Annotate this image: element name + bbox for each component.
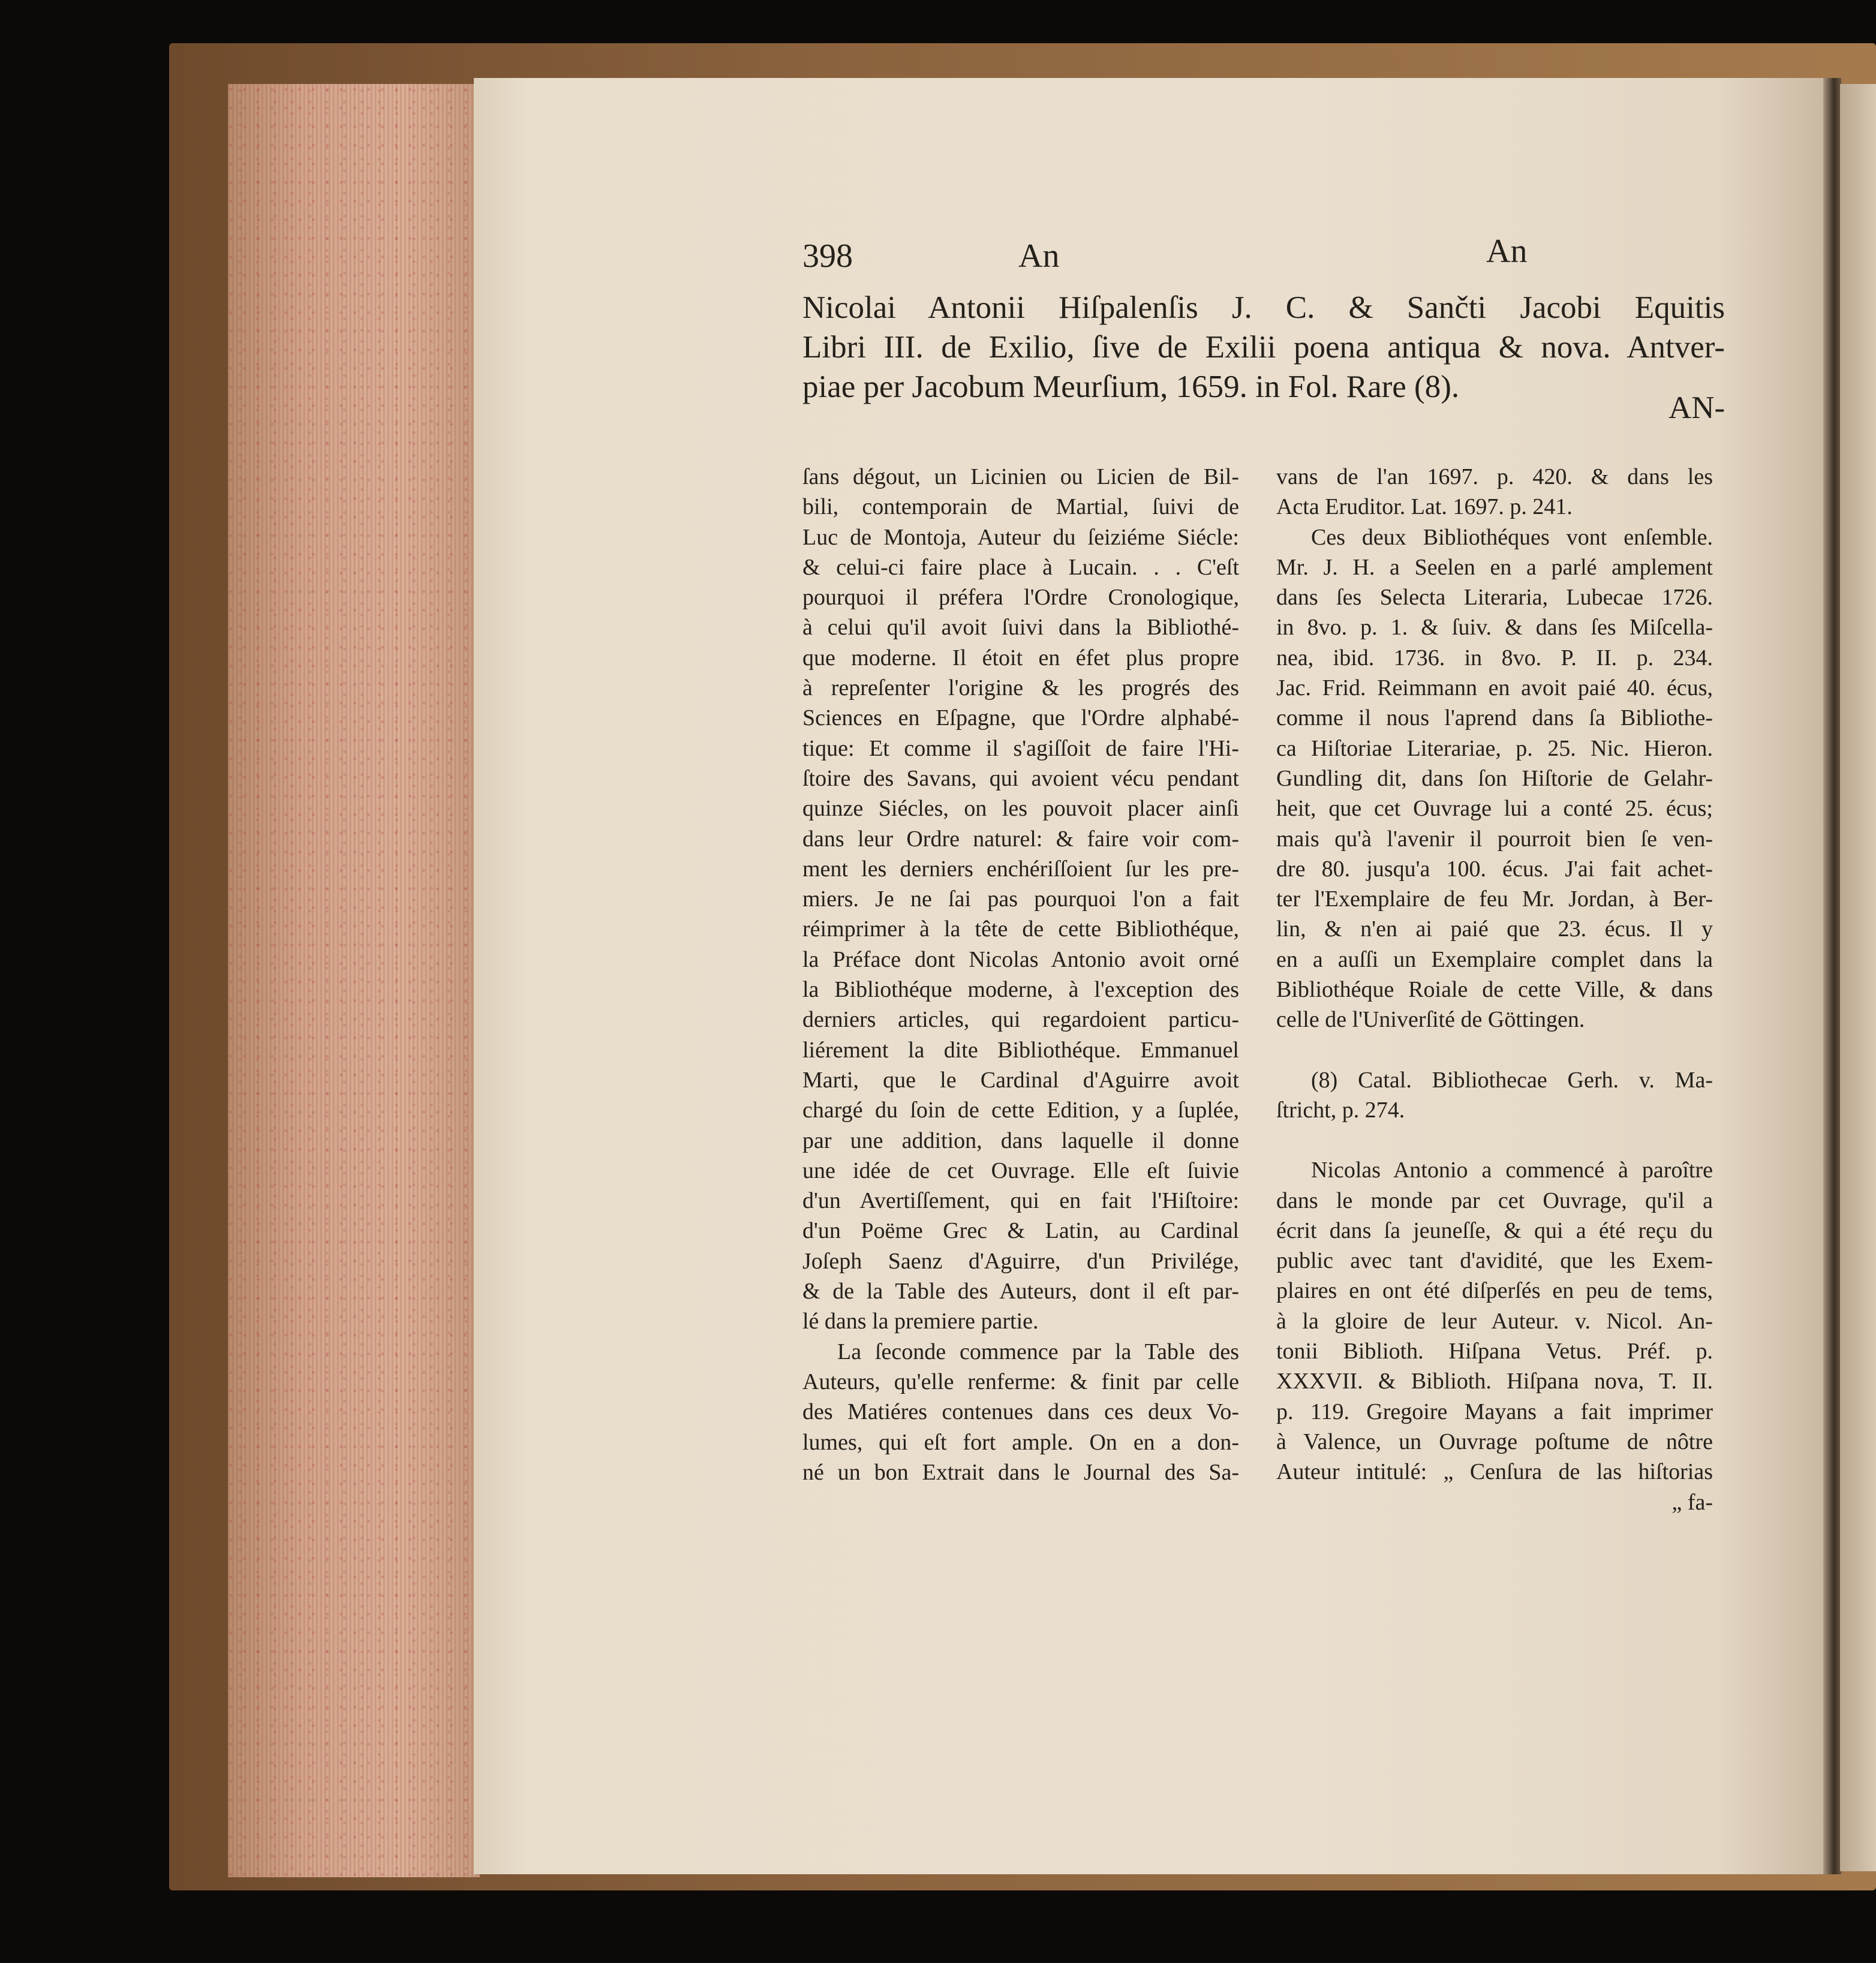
text-line: d'un Avertiſſement, qui en fait l'Hiſtoire:	[802, 1188, 1239, 1214]
facing-page-edge	[1840, 84, 1876, 1871]
text-line: derniers articles, qui regardoient particu-	[802, 1007, 1239, 1033]
text-line: Gundling dit, dans ſon Hiſtorie de Gelahr-	[1276, 765, 1713, 791]
note-line: dans le monde par cet Ouvrage, qu'il a	[1276, 1188, 1713, 1213]
column-catchword: „ fa-	[1671, 1489, 1713, 1515]
text-line: une idée de cet Ouvrage. Elle eſt ſuivie	[802, 1158, 1239, 1183]
text-line: in 8vo. p. 1. & ſuiv. & dans ſes Miſcella-	[1276, 615, 1713, 641]
text-line: en a auſſi un Exemplaire complet dans la	[1276, 946, 1713, 972]
entry-catchword: AN-	[1668, 390, 1725, 425]
text-line: Jac. Frid. Reimmann en avoit paié 40. écus,	[1276, 675, 1713, 701]
text-line: lumes, qui eſt fort ample. On en a don-	[802, 1429, 1239, 1455]
left-running-head: An	[1018, 238, 1060, 275]
running-header	[802, 233, 1726, 279]
text-line: heit, que cet Ouvrage lui a conté 25. écus;	[1276, 796, 1713, 822]
text-line: ter l'Exemplaire de feu Mr. Jordan, à Ber-	[1276, 886, 1713, 912]
text-line: Acta Eruditor. Lat. 1697. p. 241.	[1276, 494, 1573, 520]
text-line: ca Hiſtoriae Literariae, p. 25. Nic. Hieron.	[1276, 735, 1713, 761]
text-line: dans ſes Selecta Literaria, Lubecae 1726.	[1276, 585, 1713, 611]
text-line: nea, ibid. 1736. in 8vo. P. II. p. 234.	[1276, 645, 1713, 671]
text-line: ſtoire des Savans, qui avoient vécu pendant	[802, 765, 1239, 791]
text-line: miers. Je ne ſai pas pourquoi l'on a fait	[802, 886, 1239, 912]
text-line: la Bibliothéque moderne, à l'exception des	[802, 977, 1239, 1003]
text-line: ment les derniers enchériſſoient ſur les pre-	[802, 856, 1239, 882]
note-line: XXXVII. & Biblioth. Hiſpana nova, T. II.	[1276, 1369, 1713, 1394]
text-line: liérement la dite Bibliothéque. Emmanuel	[802, 1037, 1239, 1063]
note-line: public avec tant d'avidité, que les Exem-	[1276, 1248, 1713, 1274]
spacer	[1276, 1035, 1713, 1065]
note-line: à la gloire de leur Auteur. v. Nicol. An-	[1276, 1308, 1713, 1334]
book-gutter	[1823, 78, 1841, 1874]
text-line: Mr. J. H. a Seelen en a parlé amplement	[1276, 554, 1713, 580]
note-line: tonii Biblioth. Hiſpana Vetus. Préf. p.	[1276, 1339, 1713, 1364]
text-line: lin, & n'en ai paié que 23. écus. Il y	[1276, 916, 1713, 942]
text-line: d'un Poëme Grec & Latin, au Cardinal	[802, 1218, 1239, 1244]
text-line: chargé du ſoin de cette Edition, y a ſuplée,	[802, 1098, 1239, 1123]
text-line: par une addition, dans laquelle il donne	[802, 1128, 1239, 1153]
text-line: à repreſenter l'origine & les progrés des	[802, 675, 1239, 701]
text-line: Auteurs, qu'elle renferme: & finit par celle	[802, 1369, 1239, 1394]
text-line: dans leur Ordre naturel: & faire voir com-	[802, 826, 1239, 852]
text-line: des Matiéres contenues dans ces deux Vo-	[802, 1399, 1239, 1425]
note-line: à Valence, un Ouvrage poſtume de nôtre	[1276, 1429, 1713, 1454]
text-line: Luc de Montoja, Auteur du ſeiziéme Siécle:	[802, 524, 1239, 550]
page-edge-speckle	[228, 84, 480, 1877]
text-line: la Préface dont Nicolas Antonio avoit orné	[802, 946, 1239, 972]
text-line: celle de l'Univerſité de Göttingen.	[1276, 1007, 1585, 1033]
note-line: p. 119. Gregoire Mayans a fait imprimer	[1276, 1399, 1713, 1424]
note-line: Nicolas Antonio a commencé à paroître	[1311, 1158, 1713, 1183]
entry-line: Libri III. de Exilio, ſive de Exilii poena antiqua & nova. Antver-	[802, 330, 1725, 365]
entry-line: piae per Jacobum Meurſium, 1659. in Fol. Rare (8).	[802, 369, 1460, 404]
page-edge	[228, 84, 480, 1877]
text-line: que moderne. Il étoit en éfet plus propre	[802, 645, 1239, 671]
right-column	[1276, 462, 1713, 1517]
footnote-line: (8) Catal. Bibliothecae Gerh. v. Ma-	[1311, 1067, 1713, 1093]
text-line: comme il nous l'aprend dans ſa Bibliothe-	[1276, 705, 1713, 731]
text-line: Marti, que le Cardinal d'Aguirre avoit	[802, 1067, 1239, 1093]
left-column	[802, 462, 1239, 1487]
text-line: lé dans la premiere partie.	[802, 1309, 1039, 1334]
spacer	[1276, 1125, 1713, 1155]
text-line: La ſeconde commence par la Table des	[837, 1339, 1239, 1364]
text-line: Sciences en Eſpagne, que l'Ordre alphabé-	[802, 705, 1239, 731]
bibliographic-entry	[802, 288, 1725, 407]
text-line: Bibliothéque Roiale de cette Ville, & dans	[1276, 977, 1713, 1003]
footnote-line: ſtricht, p. 274.	[1276, 1097, 1405, 1123]
text-line: mais qu'à l'avenir il pourroit bien ſe ven-	[1276, 826, 1713, 852]
text-line: dre 80. jusqu'a 100. écus. J'ai fait achet-	[1276, 856, 1713, 882]
text-line: tique: Et comme il s'agiſſoit de faire l'Hi-	[802, 735, 1239, 761]
text-line: pourquoi il préfera l'Ordre Cronologique,	[802, 585, 1239, 611]
text-line: & de la Table des Auteurs, dont il eſt par-	[802, 1279, 1239, 1304]
note-line: plaires en ont été diſperſés en peu de tems,	[1276, 1278, 1713, 1304]
text-line: vans de l'an 1697. p. 420. & dans les	[1276, 464, 1713, 489]
text-line: quinze Siécles, on les pouvoit placer ainſi	[802, 796, 1239, 822]
page-number: 398	[802, 238, 853, 275]
text-line: à celui qu'il avoit ſuivi dans la Bibliothé-	[802, 615, 1239, 641]
text-line: ſans dégout, un Licinien ou Licien de Bil-	[802, 464, 1239, 489]
note-line: Auteur intitulé: „ Cenſura de las hiſtorias	[1276, 1459, 1713, 1485]
text-line: Joſeph Saenz d'Aguirre, d'un Privilége,	[802, 1248, 1239, 1274]
right-running-head: An	[1486, 233, 1528, 270]
text-line: bili, contemporain de Martial, ſuivi de	[802, 494, 1239, 520]
note-line: écrit dans ſa jeuneſſe, & qui a été reçu du	[1276, 1218, 1713, 1243]
text-line: Ces deux Bibliothéques vont enſemble.	[1311, 524, 1713, 550]
text-line: réimprimer à la tête de cette Bibliothéque,	[802, 916, 1239, 942]
text-line: né un bon Extrait dans le Journal des Sa-	[802, 1459, 1239, 1485]
entry-line: Nicolai Antonii Hiſpalenſis J. C. & Sančti Jacobi Equitis	[802, 290, 1725, 325]
text-line: & celui-ci faire place à Lucain. . . C'eſt	[802, 554, 1239, 580]
